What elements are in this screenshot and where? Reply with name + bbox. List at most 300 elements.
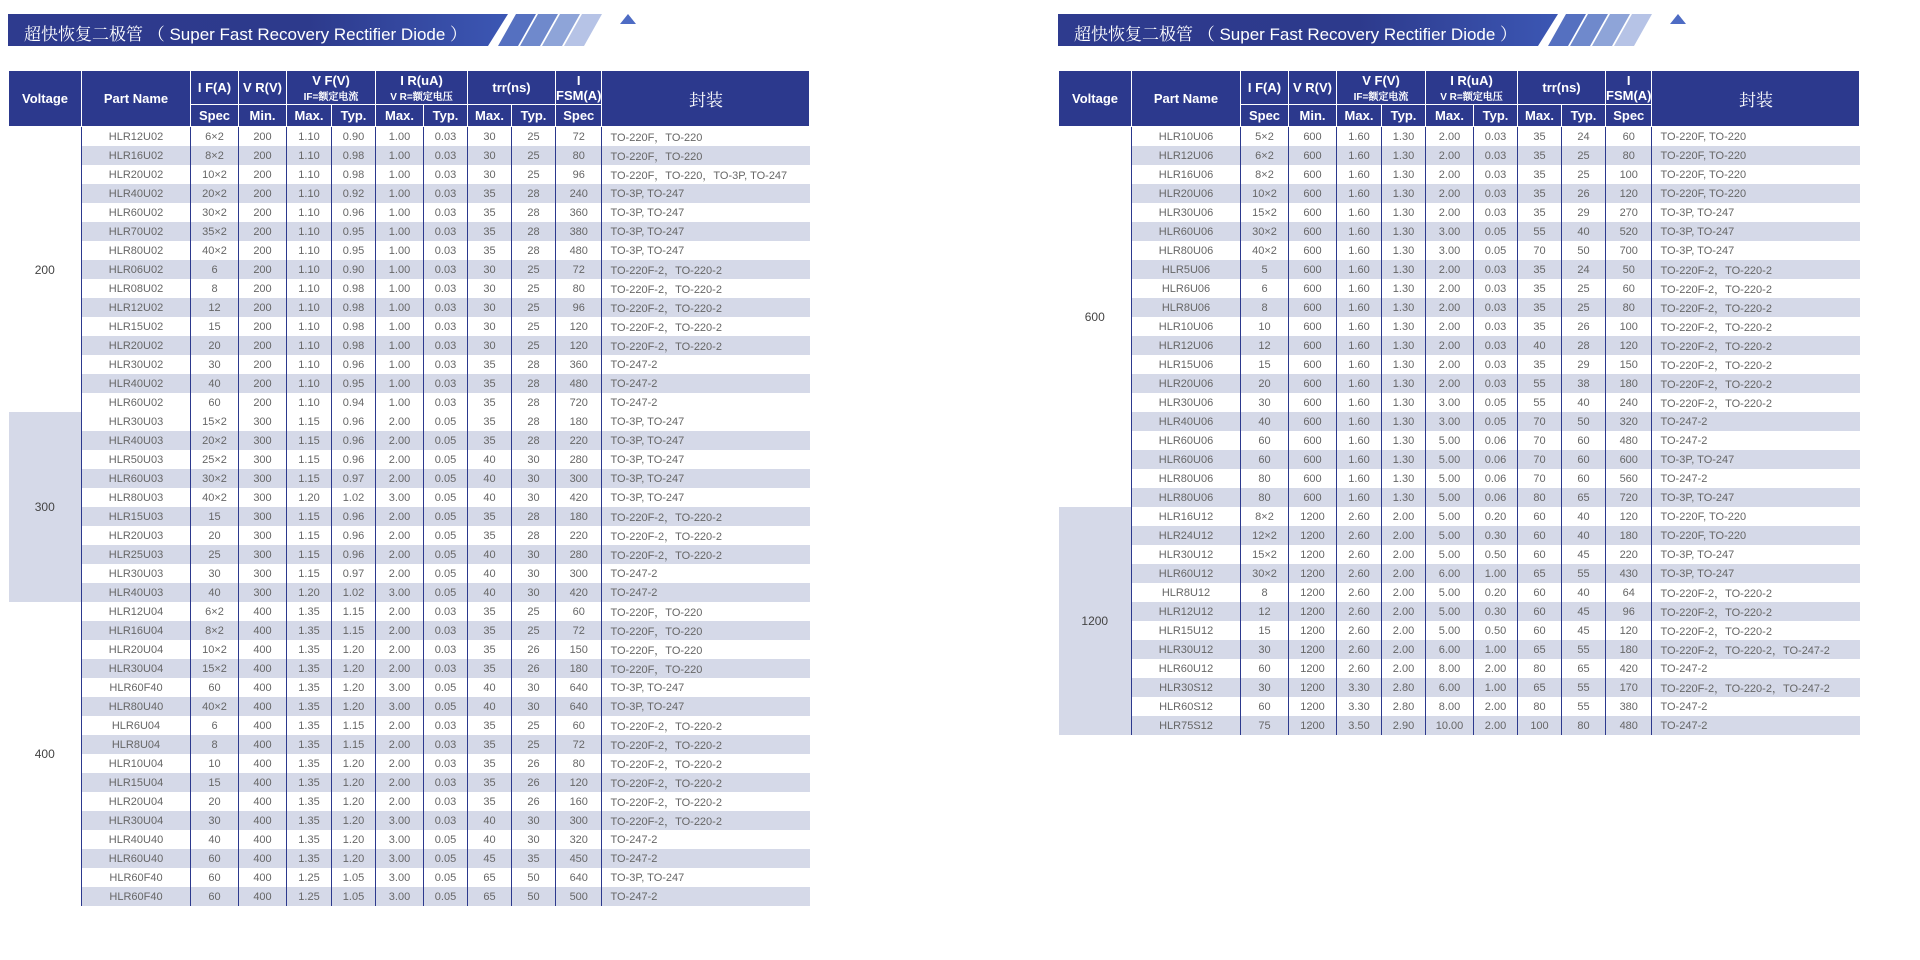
table-cell: 240 [1606, 393, 1652, 412]
table-cell: 65 [468, 868, 512, 887]
table-cell: 35 [1518, 279, 1562, 298]
table-cell: 30 [512, 469, 556, 488]
table-cell: 0.94 [332, 393, 376, 412]
table-cell: 200 [239, 165, 287, 184]
table-cell: 0.03 [424, 754, 468, 773]
table-cell: 400 [239, 697, 287, 716]
sub-ifsm-spec: Spec [1606, 105, 1652, 127]
part-name-cell: HLR30U04 [82, 811, 191, 830]
table-cell: 1.30 [1382, 412, 1426, 431]
table-cell: 2.90 [1382, 716, 1426, 735]
table-cell: 3.00 [376, 697, 424, 716]
table-cell: 96 [1606, 602, 1652, 621]
part-name-cell: HLR80U02 [82, 241, 191, 260]
table-cell: 1.20 [332, 811, 376, 830]
table-cell: 64 [1606, 583, 1652, 602]
table-cell: 300 [239, 450, 287, 469]
table-cell: 35 [1518, 203, 1562, 222]
table-cell: 600 [1289, 469, 1337, 488]
package-cell: TO-220F-2，TO-220-2 [1652, 279, 1860, 298]
table-cell: 35 [1518, 355, 1562, 374]
table-cell: 65 [1518, 640, 1562, 659]
table-cell: 600 [1289, 203, 1337, 222]
table-cell: 0.05 [424, 412, 468, 431]
table-cell: 60 [1518, 621, 1562, 640]
table-cell: 400 [239, 621, 287, 640]
table-cell: 2.60 [1337, 621, 1382, 640]
table-row [1059, 127, 1860, 147]
table-cell: 600 [1289, 336, 1337, 355]
table-cell: 480 [556, 241, 602, 260]
table-cell: 2.00 [376, 716, 424, 735]
table-cell: 5×2 [1241, 127, 1289, 147]
table-cell: 100 [1606, 165, 1652, 184]
table-cell: 25 [1562, 146, 1606, 165]
table-cell: 1.15 [287, 412, 332, 431]
table-cell: 0.03 [424, 792, 468, 811]
table-cell: 2.00 [376, 659, 424, 678]
table-cell: 60 [1562, 450, 1606, 469]
package-cell: TO-220F-2，TO-220-2 [1652, 621, 1860, 640]
table-cell: 0.05 [424, 431, 468, 450]
table-cell: 1.35 [287, 640, 332, 659]
table-cell: 400 [239, 849, 287, 868]
table-cell: 1.20 [332, 830, 376, 849]
table-cell: 1.35 [287, 792, 332, 811]
table-row [9, 203, 810, 222]
table-row [1059, 716, 1860, 735]
table-cell: 29 [1562, 203, 1606, 222]
table-cell: 1.00 [376, 203, 424, 222]
table-cell: 2.80 [1382, 697, 1426, 716]
table-row [9, 184, 810, 203]
table-cell: 0.03 [1474, 317, 1518, 336]
package-cell: TO-3P, TO-247 [602, 412, 810, 431]
table-row [9, 222, 810, 241]
table-cell: 30 [468, 260, 512, 279]
table-cell: 72 [556, 260, 602, 279]
table-row [9, 241, 810, 260]
table-cell: 1.00 [376, 317, 424, 336]
table-cell: 0.96 [332, 545, 376, 564]
table-cell: 1.02 [332, 583, 376, 602]
package-cell: TO-220F-2，TO-220-2 [1652, 393, 1860, 412]
spec-table-left [8, 70, 810, 906]
table-cell: 2.00 [1426, 203, 1474, 222]
table-cell: 1.20 [332, 849, 376, 868]
table-cell: 26 [512, 792, 556, 811]
table-cell: 0.03 [424, 355, 468, 374]
table-cell: 2.60 [1337, 564, 1382, 583]
table-cell: 600 [1289, 146, 1337, 165]
table-cell: 35 [468, 184, 512, 203]
part-name-cell: HLR30U02 [82, 355, 191, 374]
table-cell: 0.05 [1474, 393, 1518, 412]
table-cell: 35 [468, 659, 512, 678]
table-cell: 60 [1606, 127, 1652, 147]
col-package: 封装 [602, 71, 810, 127]
package-cell: TO-3P, TO-247 [602, 184, 810, 203]
part-name-cell: HLR30U12 [1132, 545, 1241, 564]
table-cell: 2.00 [1426, 127, 1474, 147]
table-cell: 480 [1606, 716, 1652, 735]
table-cell: 2.00 [1426, 374, 1474, 393]
table-cell: 1.00 [376, 298, 424, 317]
table-cell: 6×2 [1241, 146, 1289, 165]
table-cell: 60 [1518, 526, 1562, 545]
part-name-cell: HLR8U12 [1132, 583, 1241, 602]
table-cell: 55 [1562, 678, 1606, 697]
part-name-cell: HLR80U40 [82, 697, 191, 716]
table-row [9, 659, 810, 678]
table-cell: 30×2 [191, 203, 239, 222]
table-cell: 70 [1518, 450, 1562, 469]
table-cell: 400 [239, 792, 287, 811]
table-cell: 45 [468, 849, 512, 868]
table-cell: 1.35 [287, 621, 332, 640]
table-cell: 2.00 [376, 507, 424, 526]
table-cell: 1.20 [287, 583, 332, 602]
table-cell: 600 [1289, 450, 1337, 469]
table-cell: 1200 [1289, 545, 1337, 564]
table-cell: 60 [1241, 659, 1289, 678]
table-cell: 600 [1289, 279, 1337, 298]
table-cell: 10 [191, 754, 239, 773]
table-row [9, 526, 810, 545]
part-name-cell: HLR15U04 [82, 773, 191, 792]
table-cell: 3.00 [1426, 412, 1474, 431]
table-cell: 1.30 [1382, 222, 1426, 241]
table-cell: 120 [1606, 336, 1652, 355]
table-cell: 0.03 [1474, 336, 1518, 355]
sub-vr-min: Min. [1289, 105, 1337, 127]
table-cell: 220 [1606, 545, 1652, 564]
table-cell: 30 [191, 564, 239, 583]
sub-vf-max: Max. [1337, 105, 1382, 127]
table-row [9, 887, 810, 906]
table-cell: 720 [556, 393, 602, 412]
table-cell: 2.00 [376, 754, 424, 773]
table-cell: 1.10 [287, 222, 332, 241]
table-cell: 60 [1241, 450, 1289, 469]
col-trr: trr(ns) [1518, 71, 1606, 105]
table-cell: 0.05 [1474, 412, 1518, 431]
table-cell: 2.00 [376, 621, 424, 640]
table-cell: 1.35 [287, 697, 332, 716]
table-cell: 600 [1289, 374, 1337, 393]
table-cell: 55 [1518, 374, 1562, 393]
table-cell: 3.00 [376, 678, 424, 697]
part-name-cell: HLR16U04 [82, 621, 191, 640]
table-cell: 6.00 [1426, 640, 1474, 659]
part-name-cell: HLR60F40 [82, 868, 191, 887]
table-cell: 40 [191, 583, 239, 602]
table-cell: 26 [512, 773, 556, 792]
table-cell: 72 [556, 127, 602, 147]
table-cell: 1.10 [287, 203, 332, 222]
table-cell: 20×2 [191, 184, 239, 203]
package-cell: TO-220F-2，TO-220-2 [1652, 583, 1860, 602]
table-cell: 1.60 [1337, 260, 1382, 279]
table-cell: 30 [1241, 640, 1289, 659]
table-row [1059, 279, 1860, 298]
table-cell: 35 [1518, 260, 1562, 279]
part-name-cell: HLR60U06 [1132, 450, 1241, 469]
table-cell: 1.00 [376, 146, 424, 165]
table-cell: 0.03 [1474, 374, 1518, 393]
table-cell: 3.00 [376, 811, 424, 830]
table-cell: 3.50 [1337, 716, 1382, 735]
table-cell: 120 [1606, 507, 1652, 526]
col-trr: trr(ns) [468, 71, 556, 105]
part-name-cell: HLR06U02 [82, 260, 191, 279]
table-cell: 40 [468, 545, 512, 564]
table-cell: 1.30 [1382, 355, 1426, 374]
table-cell: 400 [239, 868, 287, 887]
package-cell: TO-220F-2，TO-220-2，TO-247-2 [1652, 678, 1860, 697]
table-cell: 5.00 [1426, 469, 1474, 488]
voltage-group-cell: 300 [9, 412, 82, 602]
package-cell: TO-220F-2，TO-220-2，TO-247-2 [1652, 640, 1860, 659]
table-cell: 26 [1562, 317, 1606, 336]
part-name-cell: HLR6U04 [82, 716, 191, 735]
part-name-cell: HLR60F40 [82, 678, 191, 697]
table-cell: 2.00 [1426, 184, 1474, 203]
table-cell: 50 [512, 868, 556, 887]
package-cell: TO-247-2 [1652, 697, 1860, 716]
table-cell: 28 [512, 222, 556, 241]
table-row [9, 621, 810, 640]
table-cell: 25 [512, 317, 556, 336]
table-cell: 25 [512, 165, 556, 184]
col-vf: V F(V) IF=额定电流 [1337, 71, 1426, 105]
part-name-cell: HLR60U02 [82, 203, 191, 222]
table-cell: 1.10 [287, 184, 332, 203]
table-cell: 0.03 [424, 716, 468, 735]
package-cell: TO-220F-2，TO-220-2 [602, 811, 810, 830]
package-cell: TO-220F-2，TO-220-2 [602, 716, 810, 735]
table-cell: 120 [556, 336, 602, 355]
table-cell: 28 [512, 374, 556, 393]
table-row [1059, 697, 1860, 716]
table-cell: 120 [556, 773, 602, 792]
table-cell: 35 [468, 621, 512, 640]
table-cell: 120 [1606, 184, 1652, 203]
table-cell: 200 [239, 260, 287, 279]
table-cell: 5.00 [1426, 545, 1474, 564]
part-name-cell: HLR20U04 [82, 640, 191, 659]
table-cell: 80 [1562, 716, 1606, 735]
part-name-cell: HLR50U03 [82, 450, 191, 469]
table-cell: 40×2 [191, 488, 239, 507]
table-cell: 2.00 [1382, 545, 1426, 564]
table-cell: 180 [556, 412, 602, 431]
voltage-group-cell: 200 [34, 262, 55, 277]
part-name-cell: HLR15U06 [1132, 355, 1241, 374]
table-cell: 1200 [1289, 659, 1337, 678]
package-cell: TO-220F-2，TO-220-2 [1652, 374, 1860, 393]
package-cell: TO-220F，TO-220 [602, 659, 810, 678]
part-name-cell: HLR10U06 [1132, 317, 1241, 336]
table-cell: 25 [1562, 165, 1606, 184]
table-cell: 28 [512, 203, 556, 222]
table-cell: 0.05 [424, 450, 468, 469]
table-row [1059, 526, 1860, 545]
table-cell: 35 [1518, 184, 1562, 203]
table-row [9, 374, 810, 393]
table-cell: 400 [239, 659, 287, 678]
part-name-cell: HLR80U06 [1132, 469, 1241, 488]
part-name-cell: HLR24U12 [1132, 526, 1241, 545]
col-vr: V R(V) [1289, 71, 1337, 105]
col-package: 封装 [1652, 71, 1860, 127]
table-cell: 35×2 [191, 222, 239, 241]
package-cell: TO-247-2 [602, 393, 810, 412]
table-cell: 1.60 [1337, 146, 1382, 165]
table-cell: 0.98 [332, 298, 376, 317]
table-cell: 0.03 [424, 336, 468, 355]
table-cell: 1.35 [287, 602, 332, 621]
table-cell: 15 [1241, 621, 1289, 640]
table-cell: 3.00 [1426, 393, 1474, 412]
col-ir: I R(uA) V R=额定电压 [1426, 71, 1518, 105]
sub-vf-max: Max. [287, 105, 332, 127]
table-cell: 2.00 [1426, 260, 1474, 279]
table-cell: 30 [468, 279, 512, 298]
table-cell: 40 [468, 469, 512, 488]
table-cell: 35 [468, 374, 512, 393]
table-cell: 50 [1606, 260, 1652, 279]
table-cell: 0.98 [332, 146, 376, 165]
table-cell: 1.00 [376, 260, 424, 279]
table-cell: 2.00 [376, 735, 424, 754]
table-cell: 0.03 [1474, 260, 1518, 279]
table-cell: 1.20 [332, 754, 376, 773]
table-cell: 1.10 [287, 241, 332, 260]
table-cell: 0.03 [424, 298, 468, 317]
table-cell: 80 [556, 146, 602, 165]
sub-ifsm-spec: Spec [556, 105, 602, 127]
table-row [1059, 602, 1860, 621]
table-cell: 2.00 [1426, 146, 1474, 165]
table-row [9, 146, 810, 165]
table-cell: 1.20 [332, 773, 376, 792]
table-cell: 0.06 [1474, 431, 1518, 450]
table-cell: 0.90 [332, 127, 376, 147]
table-row [9, 431, 810, 450]
col-ir: I R(uA) V R=额定电压 [376, 71, 468, 105]
table-cell: 1.30 [1382, 336, 1426, 355]
table-cell: 1.00 [376, 222, 424, 241]
part-name-cell: HLR12U06 [1132, 336, 1241, 355]
table-cell: 24 [1562, 260, 1606, 279]
part-name-cell: HLR30U03 [82, 412, 191, 431]
table-cell: 180 [556, 659, 602, 678]
table-cell: 300 [239, 545, 287, 564]
table-cell: 26 [512, 754, 556, 773]
table-cell: 35 [468, 735, 512, 754]
package-cell: TO-220F-2，TO-220-2 [602, 773, 810, 792]
table-row [1059, 545, 1860, 564]
package-cell: TO-220F，TO-220 [602, 127, 810, 147]
table-cell: 1.10 [287, 279, 332, 298]
table-cell: 1200 [1289, 678, 1337, 697]
table-cell: 450 [556, 849, 602, 868]
table-cell: 3.30 [1337, 678, 1382, 697]
part-name-cell: HLR60U06 [1132, 222, 1241, 241]
table-cell: 100 [1518, 716, 1562, 735]
table-cell: 35 [512, 849, 556, 868]
table-cell: 45 [1562, 545, 1606, 564]
table-cell: 2.60 [1337, 640, 1382, 659]
table-cell: 35 [468, 431, 512, 450]
table-cell: 8×2 [1241, 507, 1289, 526]
table-cell: 35 [468, 507, 512, 526]
part-name-cell: HLR70U02 [82, 222, 191, 241]
table-cell: 1.60 [1337, 165, 1382, 184]
table-cell: 420 [556, 488, 602, 507]
table-cell: 2.00 [1426, 165, 1474, 184]
table-row [9, 811, 810, 830]
package-cell: TO-220F, TO-220 [1652, 165, 1860, 184]
table-cell: 0.96 [332, 355, 376, 374]
table-cell: 420 [1606, 659, 1652, 678]
table-cell: 5 [1241, 260, 1289, 279]
table-cell: 30 [512, 697, 556, 716]
table-cell: 1.30 [1382, 184, 1426, 203]
table-cell: 0.03 [424, 260, 468, 279]
section-banner [8, 14, 861, 46]
table-cell: 1.30 [1382, 203, 1426, 222]
table-row [1059, 222, 1860, 241]
table-cell: 0.05 [424, 583, 468, 602]
table-cell: 2.80 [1382, 678, 1426, 697]
table-cell: 0.03 [424, 279, 468, 298]
table-cell: 5.00 [1426, 621, 1474, 640]
table-cell: 300 [239, 469, 287, 488]
col-ifsm: I FSM(A) [1606, 72, 1652, 103]
table-cell: 600 [1606, 450, 1652, 469]
table-row [9, 773, 810, 792]
table-cell: 15×2 [1241, 203, 1289, 222]
table-cell: 28 [512, 526, 556, 545]
package-cell: TO-220F，TO-220 [602, 621, 810, 640]
table-cell: 2.00 [1382, 659, 1426, 678]
left-panel [8, 0, 861, 903]
col-voltage: Voltage [1059, 71, 1132, 127]
table-cell: 30 [512, 583, 556, 602]
part-name-cell: HLR20U03 [82, 526, 191, 545]
table-cell: 40 [191, 374, 239, 393]
table-row [1059, 488, 1860, 507]
table-cell: 20×2 [191, 431, 239, 450]
table-cell: 700 [1606, 241, 1652, 260]
table-cell: 0.96 [332, 203, 376, 222]
table-cell: 0.05 [424, 697, 468, 716]
part-name-cell: HLR40U02 [82, 374, 191, 393]
table-cell: 1.35 [287, 773, 332, 792]
package-cell: TO-3P, TO-247 [602, 222, 810, 241]
table-cell: 30 [512, 811, 556, 830]
table-row [1059, 431, 1860, 450]
table-cell: 30 [512, 564, 556, 583]
table-cell: 1.00 [1474, 564, 1518, 583]
part-name-cell: HLR80U06 [1132, 488, 1241, 507]
table-cell: 1200 [1289, 526, 1337, 545]
table-cell: 0.03 [1474, 203, 1518, 222]
table-cell: 0.03 [424, 184, 468, 203]
table-cell: 1.10 [287, 355, 332, 374]
